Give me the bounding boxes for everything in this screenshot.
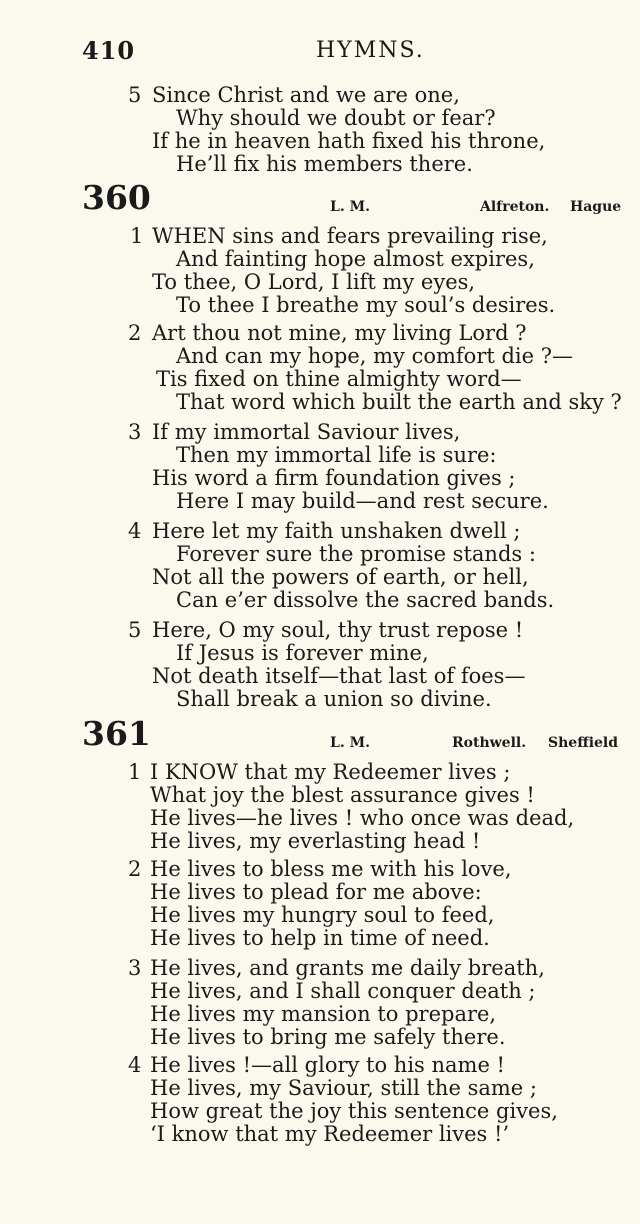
verse-line: Why should we doubt or fear? xyxy=(176,106,496,130)
verse-line: He lives my mansion to prepare, xyxy=(150,1002,497,1026)
verse-line: To thee I breathe my soul’s desires. xyxy=(176,293,556,317)
verse-line: And fainting hope almost expires, xyxy=(176,247,535,271)
verse-number: 5 xyxy=(128,83,142,107)
verse-line: He lives to bless me with his love, xyxy=(150,857,512,881)
verse-line: He lives to plead for me above: xyxy=(150,880,482,904)
verse-number: 1 xyxy=(130,224,144,248)
verse-line: To thee, O Lord, I lift my eyes, xyxy=(152,270,476,294)
meter: L. M. xyxy=(330,735,370,751)
verse-line: Shall break a union so divine. xyxy=(176,687,492,711)
verse-line: WHEN sins and fears prevailing rise, xyxy=(152,224,548,248)
hymn-number: 361 xyxy=(82,714,151,753)
verse-number: 4 xyxy=(128,519,142,543)
verse-line: He lives, and grants me daily breath, xyxy=(150,956,545,980)
tune-name: Alfreton. xyxy=(480,199,550,215)
running-title: HYMNS. xyxy=(316,38,425,63)
verse-line: He lives—he lives ! who once was dead, xyxy=(150,806,575,830)
verse-line: Not all the powers of earth, or hell, xyxy=(152,565,529,589)
verse-number: 2 xyxy=(128,321,142,345)
verse-line: He lives my hungry soul to feed, xyxy=(150,903,495,927)
verse-line: Since Christ and we are one, xyxy=(152,83,460,107)
verse-number: 3 xyxy=(128,956,142,980)
verse-number: 1 xyxy=(128,760,142,784)
verse-line: He lives !—all glory to his name ! xyxy=(150,1053,505,1077)
verse-line: Tis fixed on thine almighty word— xyxy=(156,367,522,391)
verse-line: Art thou not mine, my living Lord ? xyxy=(152,321,527,345)
verse-line: I KNOW that my Redeemer lives ; xyxy=(150,760,511,784)
verse-line: He lives, my Saviour, still the same ; xyxy=(150,1076,537,1100)
verse-line: He lives, my everlasting head ! xyxy=(150,829,481,853)
verse-line: Here let my faith unshaken dwell ; xyxy=(152,519,521,543)
verse-line: Not death itself—that last of foes— xyxy=(152,664,526,688)
page-number: 410 xyxy=(82,36,136,65)
verse-line: Here, O my soul, thy trust repose ! xyxy=(152,618,524,642)
tune-name: Rothwell. xyxy=(452,735,527,751)
page-header xyxy=(0,30,640,70)
verse-line: Forever sure the promise stands : xyxy=(176,542,536,566)
verse-line: And can my hope, my comfort die ?— xyxy=(176,344,573,368)
tune-name: Hague xyxy=(570,199,622,215)
verse-line: ‘I know that my Redeemer lives !’ xyxy=(150,1122,510,1146)
verse-line: He lives to help in time of need. xyxy=(150,926,490,950)
hymn-number: 360 xyxy=(82,178,151,217)
verse-number: 5 xyxy=(128,618,142,642)
verse-line: He’ll fix his members there. xyxy=(176,152,473,176)
verse-line: He lives to bring me safely there. xyxy=(150,1025,506,1049)
verse-line: Can e’er dissolve the sacred bands. xyxy=(176,588,555,612)
verse-line: Here I may build—and rest secure. xyxy=(176,489,549,513)
verse-line: His word a firm foundation gives ; xyxy=(152,466,516,490)
verse-line: That word which built the earth and sky ? xyxy=(176,390,622,414)
verse-number: 4 xyxy=(128,1053,142,1077)
verse-line: If Jesus is forever mine, xyxy=(176,641,429,665)
verse-line: If he in heaven hath fixed his throne, xyxy=(152,129,546,153)
verse-line: What joy the blest assurance gives ! xyxy=(150,783,535,807)
verse-line: He lives, and I shall conquer death ; xyxy=(150,979,536,1003)
verse-line: Then my immortal life is sure: xyxy=(176,443,497,467)
verse-line: How great the joy this sentence gives, xyxy=(150,1099,558,1123)
verse-number: 3 xyxy=(128,420,142,444)
verse-number: 2 xyxy=(128,857,142,881)
meter: L. M. xyxy=(330,199,370,215)
verse-line: If my immortal Saviour lives, xyxy=(152,420,461,444)
tune-name: Sheffield xyxy=(548,735,619,751)
